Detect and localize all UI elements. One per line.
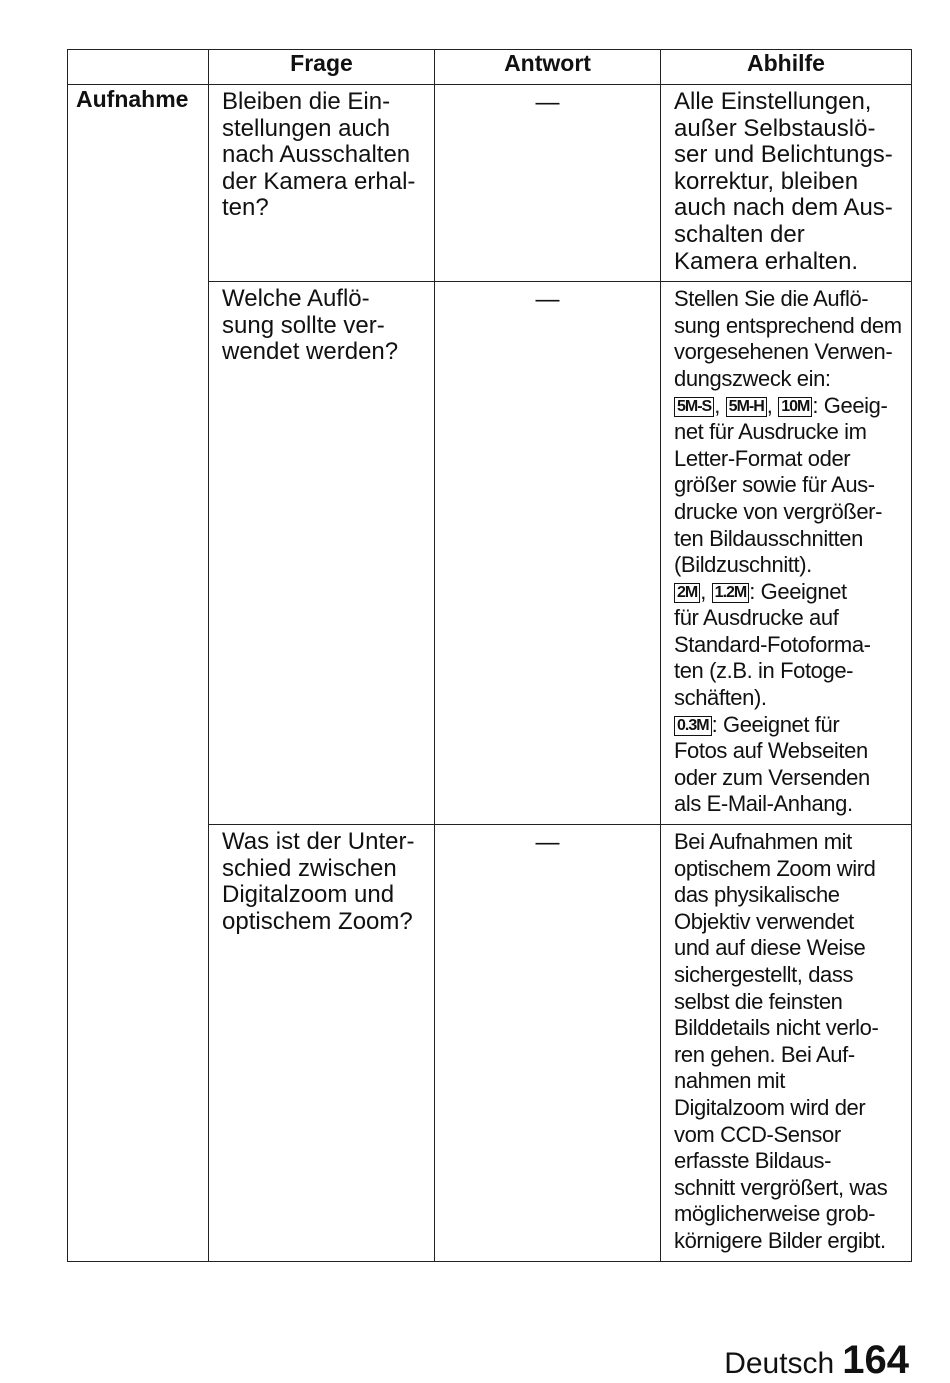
- remedy-low: : Geeignet für Fotos auf Webseiten oder zum Versenden als E-Mail-Anhang.: [674, 711, 870, 817]
- resolution-1-2m-icon: 1.2M: [712, 583, 750, 603]
- remedy-intro: Stellen Sie die Auflö- sung entsprechend dem vorgesehenen Verwen- dungszweck ein:: [674, 286, 902, 391]
- separator: ,: [714, 392, 726, 418]
- table-header-row: [68, 50, 912, 85]
- header-antwort: Antwort: [435, 50, 661, 85]
- separator: ,: [766, 392, 779, 418]
- separator: ,: [700, 578, 712, 604]
- remedy-cell: Bei Aufnahmen mit optischem Zoom wird das physikalische Objektiv verwendet und auf diese Weise sichergestellt, dass selbst die feinsten Bilddetails nicht verlo- ren gehen. Bei Auf- nahmen mit Digitalzoom wird der vom CCD-Sensor erfasste Bildaus- schnitt vergrößert, was möglicherweise grob- körnigere Bilder ergibt.: [661, 825, 912, 1262]
- category-cell: Aufnahme: [68, 85, 209, 1262]
- resolution-0-3m-icon: 0.3M: [674, 716, 712, 736]
- question-cell: Welche Auflö- sung sollte ver- wendet werden?: [209, 282, 435, 825]
- answer-cell: —: [435, 85, 661, 282]
- resolution-2m-icon: 2M: [674, 583, 700, 603]
- remedy-mid: : Geeignet für Ausdrucke auf Standard-Fotoforma- ten (z.B. in Fotoge- schäften).: [674, 578, 871, 711]
- resolution-5m-h-icon: 5M-H: [726, 397, 767, 417]
- header-empty: [68, 50, 209, 85]
- header-frage: Frage: [209, 50, 435, 85]
- resolution-5m-s-icon: 5M-S: [674, 397, 714, 417]
- question-cell: Bleiben die Ein- stellungen auch nach Ausschalten der Kamera erhal- ten?: [209, 85, 435, 282]
- page-footer: [724, 1338, 909, 1383]
- resolution-10m-icon: 10M: [778, 397, 812, 417]
- header-abhilfe: Abhilfe: [661, 50, 912, 85]
- table-row: [68, 85, 912, 282]
- answer-cell: —: [435, 282, 661, 825]
- remedy-cell: [661, 282, 912, 825]
- faq-table: [67, 49, 912, 1262]
- remedy-high: : Geeig- net für Ausdrucke im Letter-Format oder größer sowie für Aus- drucke von vergrößer- ten Bildausschnitten (Bildzuschnitt).: [674, 392, 888, 578]
- footer-language: Deutsch: [724, 1347, 835, 1380]
- remedy-cell: Alle Einstellungen, außer Selbstauslö- ser und Belichtungs- korrektur, bleiben auch nach dem Aus- schalten der Kamera erhalten.: [661, 85, 912, 282]
- page-number: 164: [842, 1338, 909, 1382]
- answer-cell: —: [435, 825, 661, 1262]
- question-cell: Was ist der Unter- schied zwischen Digitalzoom und optischem Zoom?: [209, 825, 435, 1262]
